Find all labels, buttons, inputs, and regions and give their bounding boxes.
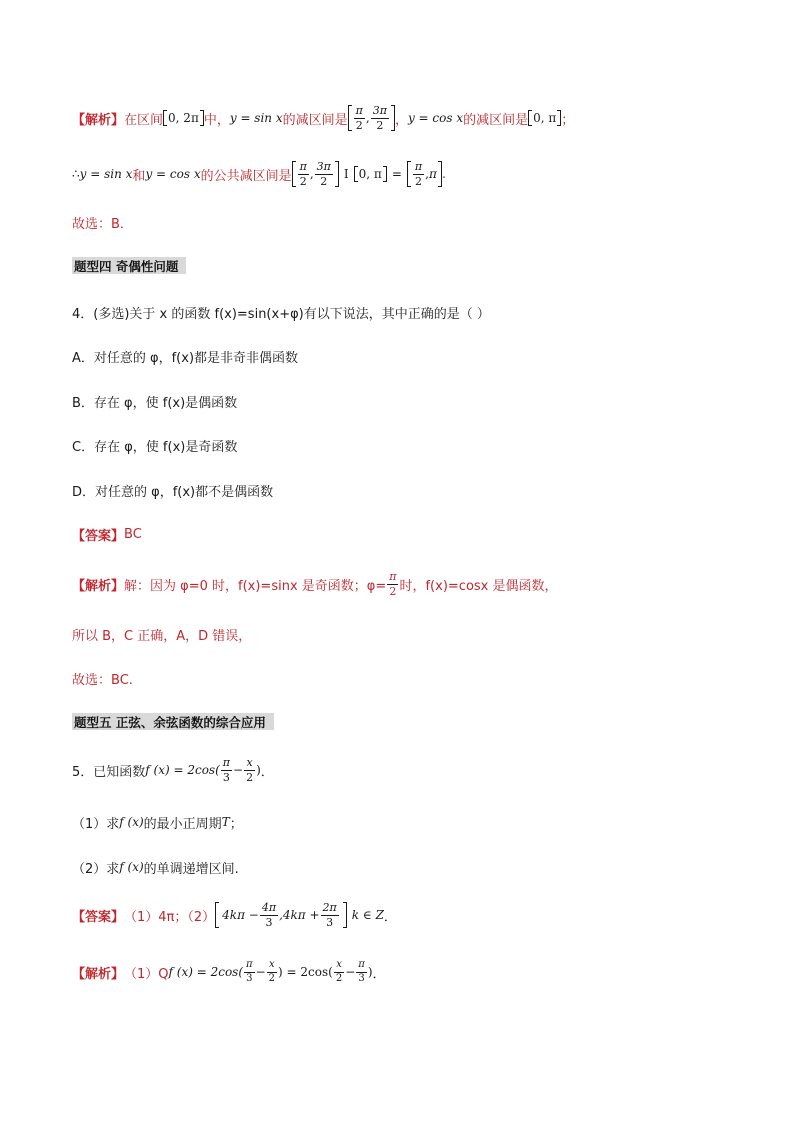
choice-line-4: 故选：BC.	[72, 672, 133, 688]
text: 的单调递增区间.	[143, 861, 239, 877]
formula-y-sinx: y = sin x	[229, 111, 283, 125]
analysis-tag: 【解析】	[72, 966, 125, 982]
text: ．	[383, 909, 397, 925]
option-c: C．存在 φ，使 f(x)是奇函数	[72, 439, 238, 455]
solution-line-1	[72, 100, 574, 136]
text: 的最小正周期	[143, 816, 222, 832]
analysis-tag: 【解析】	[72, 112, 125, 128]
formula-fx: f (x)	[119, 860, 144, 874]
fraction-pi-2: $\frac{\pi}{2}$	[389, 569, 397, 598]
option-d: D．对任意的 φ，f(x)都不是偶函数	[72, 484, 274, 500]
solution-line-4	[72, 566, 558, 602]
text: ；	[561, 112, 575, 128]
text: 解：因为 φ=0 时，f(x)=sinx 是奇函数；φ=	[124, 578, 387, 594]
answer-value: BC	[124, 526, 142, 542]
text: （1）求	[72, 816, 120, 832]
formula-y-cosx: y = cos x	[407, 111, 464, 125]
text: ．	[260, 764, 274, 780]
text: 的减区间是	[282, 112, 348, 128]
analysis-tag: 【解析】	[72, 578, 125, 594]
solution-line-4b: 所以 B，C 正确，A，D 错误，	[72, 628, 252, 644]
question-5-part-1	[72, 812, 243, 832]
interval-0-pi: 0, π	[528, 110, 561, 126]
text: 中，	[203, 112, 230, 128]
formula-y-cosx: y = cos x	[145, 167, 201, 181]
answer-tag: 【答案】	[72, 909, 125, 925]
intersection-expression: $\frac{\pi}{2}$ , $\frac{3\pi}{2}$ I 0, π = $\frac{\pi}{2}$ , π	[292, 161, 442, 187]
question-4-stem: 4．(多选)关于 x 的函数 f(x)=sin(x+φ)有以下说法，其中正确的是（ ）	[72, 306, 490, 322]
function-definition: f (x) = 2cos( $\frac{\pi}{3}$ − $\frac{x}{2}$ )	[145, 755, 261, 784]
option-b: B．存在 φ，使 f(x)是偶函数	[72, 395, 238, 411]
interval-0-2pi: 0, 2 π	[163, 110, 204, 126]
formula-T: T	[221, 815, 230, 829]
text: （1）Q	[124, 966, 169, 982]
question-5-part-2	[72, 857, 239, 877]
text: 的公共减区间是	[200, 168, 292, 184]
text: ，	[394, 112, 408, 128]
formula-y-sinx: y = sin x	[79, 167, 133, 181]
answer-line-5	[72, 895, 397, 935]
solution-line-5	[72, 954, 386, 990]
solution-line-2	[72, 156, 446, 192]
answer-value: （1）4π；（2）	[124, 909, 216, 925]
section-heading-5: 题型五 正弦、余弦函数的综合应用	[72, 713, 274, 730]
text: ；	[229, 816, 243, 832]
interval-pi2-3pi2: $\frac{\pi}{2}$ , $\frac{3\pi}{2}$	[348, 105, 395, 131]
text: 时，f(x)=cosx 是偶函数，	[399, 578, 558, 594]
solution-formula: f (x) = 2cos( $\frac{\pi}{3}$ − $\frac{x}{2}$ ) = 2cos( $\frac{x}{2}$ − $\frac{\pi}{3}$ )	[168, 959, 373, 984]
text: .	[441, 166, 446, 182]
therefore-symbol: ∴	[72, 167, 80, 181]
question-5-stem	[72, 752, 274, 788]
option-a: A．对任意的 φ，f(x)都是非奇非偶函数	[72, 350, 299, 366]
choice-line: 故选：B．	[72, 216, 133, 232]
formula-fx: f (x)	[119, 815, 144, 829]
answer-interval: 4kπ − $\frac{4\pi}{3}$ ,4kπ + $\frac{2\pi}{3}$ k ∈ Z	[215, 902, 384, 928]
text: （2）求	[72, 861, 120, 877]
answer-line-4	[72, 524, 142, 544]
text: 和	[132, 168, 146, 184]
text: 5．已知函数	[72, 764, 146, 780]
text: 在区间	[124, 112, 164, 128]
answer-tag: 【答案】	[72, 528, 125, 544]
text: ．	[372, 966, 386, 982]
section-heading-4: 题型四 奇偶性问题	[72, 257, 186, 274]
text: 的减区间是	[463, 112, 529, 128]
